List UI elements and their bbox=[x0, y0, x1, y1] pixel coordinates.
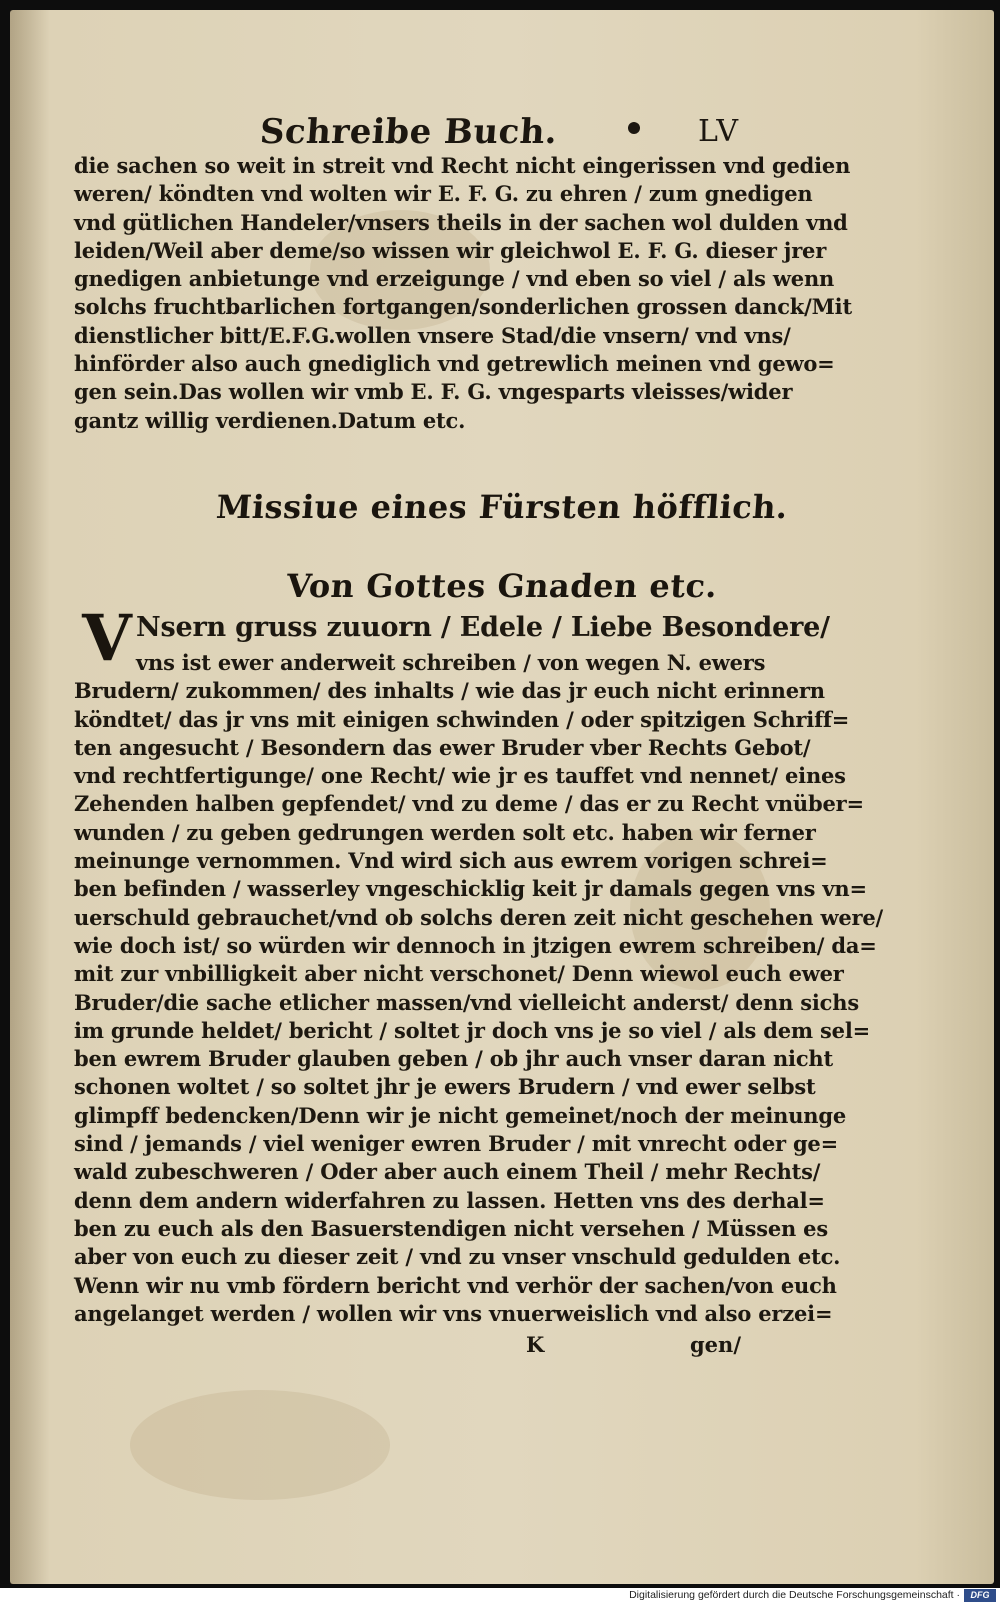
text-line: sind / jemands / viel weniger ewren Bruder / mit vnrecht oder ge= bbox=[74, 1131, 838, 1157]
text-line: ben ewrem Bruder glauben geben / ob jhr auch vnser daran nicht bbox=[74, 1046, 833, 1072]
text-line: köndtet/ das jr vns mit einigen schwinden / oder spitzigen Schriff= bbox=[74, 706, 850, 732]
text-line: hinförder also auch gnediglich vnd getrewlich meinen vnd gewo= bbox=[74, 351, 835, 377]
text-line: wunden / zu geben gedrungen werden solt etc. haben wir ferner bbox=[74, 819, 816, 845]
text-line: angelanget werden / wollen wir vns vnuerweislich vnd also erzei= bbox=[74, 1300, 833, 1326]
paper-stain bbox=[130, 1390, 390, 1500]
text-line: solchs fruchtbarlichen fortgangen/sonderlichen grossen danck/Mit bbox=[74, 294, 852, 320]
text-line: glimpff bedencken/Denn wir je nicht gemeinet/noch der meinunge bbox=[74, 1102, 847, 1128]
text-line: vns ist ewer anderweit schreiben / von wegen N. ewers bbox=[136, 650, 766, 675]
text-line: meinunge vernommen. Vnd wird sich aus ewrem vorigen schrei= bbox=[74, 848, 828, 874]
footer-bar bbox=[0, 1588, 1000, 1604]
text-line: wie doch ist/ so würden wir dennoch in jtzigen ewrem schreiben/ da= bbox=[74, 932, 877, 958]
ornament-dot-icon bbox=[628, 122, 640, 134]
book-page bbox=[10, 10, 994, 1584]
text-line: Bruder/die sache etlicher massen/vnd vielleicht anderst/ denn sichs bbox=[74, 989, 859, 1015]
text-line: gnedigen anbietunge vnd erzeigunge / vnd eben so viel / als wenn bbox=[74, 266, 835, 292]
funding-credit: Digitalisierung gefördert durch die Deutsche Forschungsgemeinschaft · bbox=[629, 1589, 960, 1601]
section-heading: Missiue eines Fürsten höfflich. bbox=[214, 488, 790, 526]
paragraph-letter-body bbox=[74, 649, 883, 1328]
catchline bbox=[10, 1332, 994, 1362]
running-title: Schreibe Buch. bbox=[258, 112, 559, 152]
text-line: leiden/Weil aber deme/so wissen wir gleichwol E. F. G. dieser jrer bbox=[74, 237, 827, 263]
text-line: ten angesucht / Besondern das ewer Bruder vber Rechts Gebot/ bbox=[74, 734, 811, 760]
signature-mark: K bbox=[526, 1332, 545, 1357]
paragraph-letter-closing bbox=[74, 152, 852, 435]
text-line: Zehenden halben gepfendet/ vnd zu deme / das er zu Recht vnüber= bbox=[74, 791, 864, 817]
catchword: gen/ bbox=[690, 1332, 741, 1357]
text-line: vnd gütlichen Handeler/vnsers theils in der sachen wol dulden vnd bbox=[74, 209, 848, 235]
text-line: ben befinden / wasserley vngeschicklig keit jr damals gegen vns vn= bbox=[74, 876, 867, 902]
text-line: Wenn wir nu vmb fördern bericht vnd verhör der sachen/von euch bbox=[74, 1272, 837, 1298]
text-line: Brudern/ zukommen/ des inhalts / wie das jr euch nicht erinnern bbox=[74, 678, 825, 704]
text-line: aber von euch zu dieser zeit / vnd zu vnser vnschuld gedulden etc. bbox=[74, 1244, 841, 1270]
text-line: die sachen so weit in streit vnd Recht nicht eingerissen vnd gedien bbox=[74, 153, 851, 178]
text-line: ben zu euch als den Basuerstendigen nicht versehen / Müssen es bbox=[74, 1215, 828, 1241]
first-line: Nsern gruss zuuorn / Edele / Liebe Besondere/ bbox=[136, 612, 830, 643]
text-line: denn dem andern widerfahren zu lassen. Hetten vns des derhal= bbox=[74, 1187, 825, 1213]
text-line: gen sein.Das wollen wir vmb E. F. G. vngesparts vleisses/wider bbox=[74, 379, 793, 405]
text-line: gantz willig verdienen.Datum etc. bbox=[74, 407, 466, 433]
text-line: vnd rechtfertigunge/ one Recht/ wie jr es tauffet vnd nennet/ eines bbox=[74, 763, 846, 789]
text-line: uerschuld gebrauchet/vnd ob solchs deren zeit nicht geschehen were/ bbox=[74, 904, 883, 930]
text-line: im grunde heldet/ bericht / soltet jr doch vns je so viel / als dem sel= bbox=[74, 1017, 870, 1043]
text-line: weren/ köndten vnd wolten wir E. F. G. zu ehren / zum gnedigen bbox=[74, 181, 813, 207]
text-line: wald zubeschweren / Oder aber auch einem Theil / mehr Rechts/ bbox=[74, 1159, 821, 1185]
salutation-heading: Von Gottes Gnaden etc. bbox=[285, 567, 719, 605]
decorated-initial: V bbox=[82, 601, 132, 676]
dfg-logo-icon: DFG bbox=[964, 1589, 996, 1602]
folio-number: LV bbox=[698, 114, 741, 149]
text-line: mit zur vnbilligkeit aber nicht verschonet/ Denn wiewol euch ewer bbox=[74, 961, 844, 987]
text-line: schonen woltet / so soltet jhr je ewers Brudern / vnd ewer selbst bbox=[74, 1074, 816, 1100]
text-line: dienstlicher bitt/E.F.G.wollen vnsere Stad/die vnsern/ vnd vns/ bbox=[74, 322, 791, 348]
